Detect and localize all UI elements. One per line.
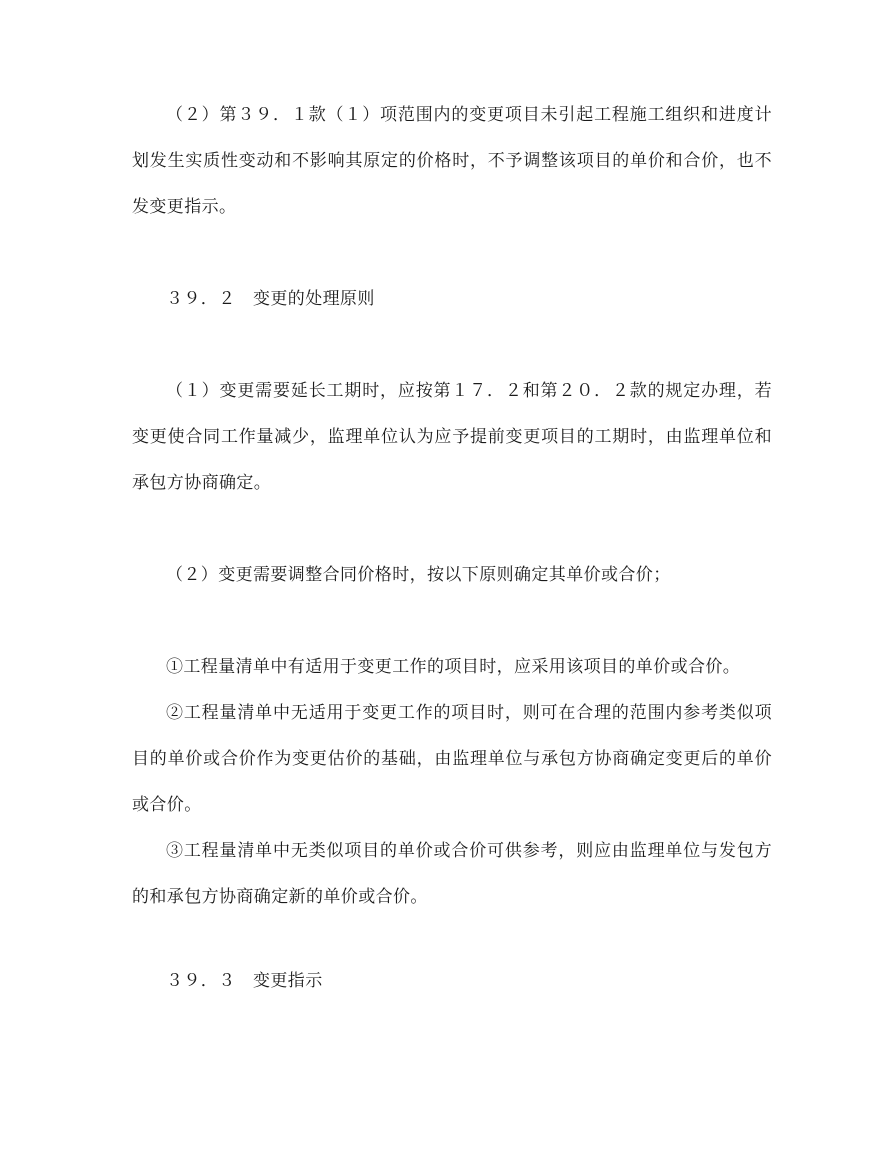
list-item-no-similar-item: ③工程量清单中无类似项目的单价或合价可供参考，则应由监理单位与发包方的和承包方协商确定新的单价或合价。 bbox=[132, 841, 772, 907]
section-heading-39-3: ３９．３ 变更指示 bbox=[166, 971, 323, 991]
list-item-similar-item: ②工程量清单中无适用于变更工作的项目时，则可在合理的范围内参考类似项目的单价或合价作为变更估价的基础，由监理单位与承包方协商确定变更后的单价或合价。 bbox=[132, 703, 772, 815]
paragraph-extension-of-time: （１）变更需要延长工期时，应按第１７．２和第２０．２款的规定办理，若变更使合同工作量减少，监理单位认为应予提前变更项目的工期时，由监理单位和承包方协商确定。 bbox=[132, 381, 772, 493]
list-item-applicable-item: ①工程量清单中有适用于变更工作的项目时，应采用该项目的单价或合价。 bbox=[166, 657, 741, 677]
paragraph-price-adjustment-principles: （２）变更需要调整合同价格时，按以下原则确定其单价或合价； bbox=[166, 565, 671, 585]
paragraph-no-adjustment: （２）第３９．１款（１）项范围内的变更项目未引起工程施工组织和进度计划发生实质性变动和不影响其原定的价格时，不予调整该项目的单价和合价，也不发变更指示。 bbox=[132, 105, 772, 217]
section-heading-39-2: ３９．２ 变更的处理原则 bbox=[166, 289, 375, 309]
